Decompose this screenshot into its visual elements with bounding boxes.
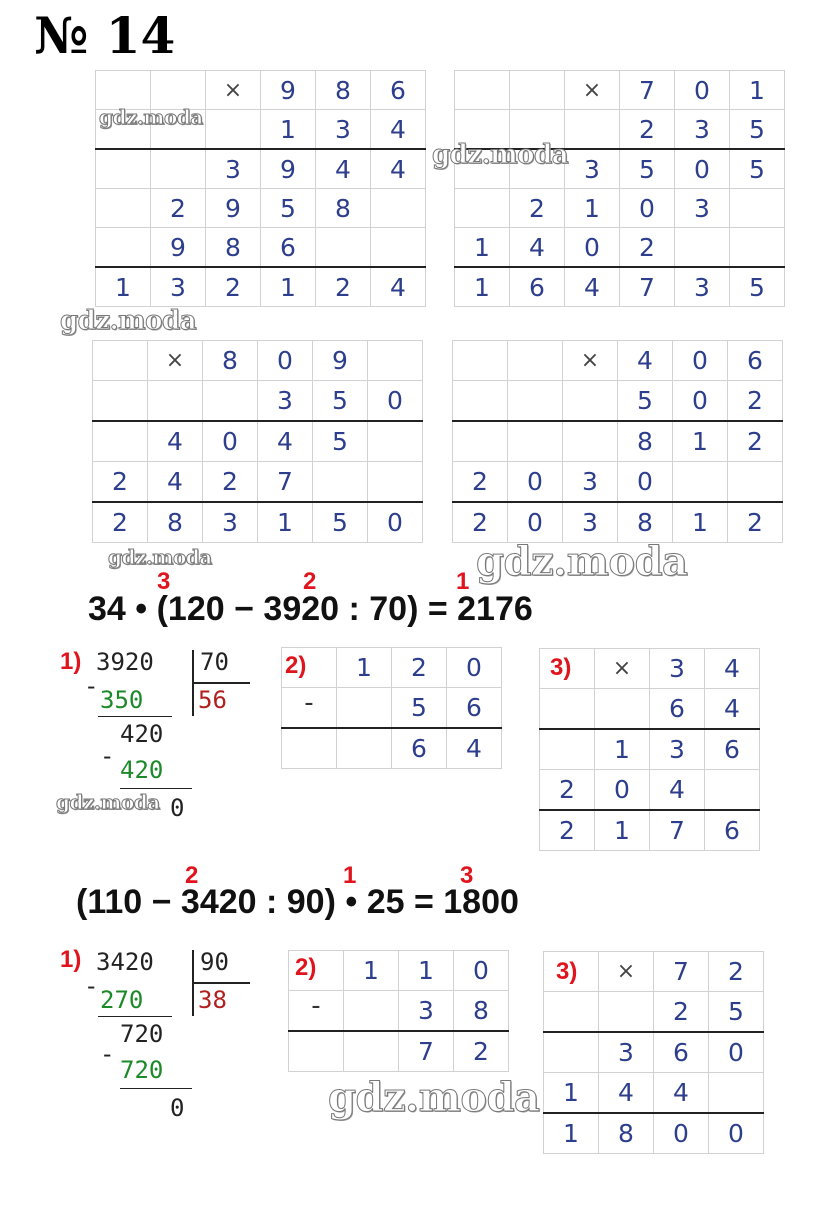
minus-sign: - [100,1040,115,1068]
grid-cell: 4 [618,341,673,381]
grid-cell: 2 [203,462,258,503]
grid-cell: 8 [206,228,261,268]
dividend: 3920 [96,648,154,676]
grid-cell: 4 [148,421,203,462]
grid-cell: 3 [563,462,618,503]
grid-cell: 9 [206,189,261,228]
grid-cell: 2 [206,267,261,307]
grid-cell: 1 [544,1113,599,1154]
grid-cell: × [148,341,203,381]
grid-cell [455,189,510,228]
grid-cell: 8 [316,189,371,228]
grid-cell [544,992,599,1033]
grid-cell [93,421,148,462]
grid-cell: 6 [705,810,760,851]
grid-cell: 2 [392,648,447,688]
step-label: 1) [60,946,82,973]
grid-cell [148,381,203,422]
grid-cell [540,689,595,730]
grid-cell: 5 [313,421,368,462]
grid-cell [453,341,508,381]
grid-cell: 7 [654,952,709,992]
grid-cell: 1 [455,228,510,268]
grid-cell: 7 [620,267,675,307]
grid-cell: 3 [650,729,705,770]
grid-cell: 6 [371,71,426,110]
grid-cell: 0 [565,228,620,268]
minus-sign: - [100,742,115,770]
multiplication-grid-3 [92,340,423,543]
grid-cell: 5 [709,992,764,1033]
grid-cell: 2 [453,462,508,503]
grid-cell [595,689,650,730]
grid-cell: 3 [151,267,206,307]
grid-cell: × [206,71,261,110]
grid-cell [151,71,206,110]
grid-cell: 5 [730,110,785,150]
grid-cell: 0 [508,462,563,503]
grid-cell: 1 [455,267,510,307]
grid-cell [344,991,399,1032]
grid-cell: 0 [368,502,423,543]
grid-cell [565,110,620,150]
watermark: gdz.moda [108,545,212,569]
grid-cell: 6 [728,341,783,381]
grid-cell: 0 [618,462,673,503]
grid-cell: 0 [673,381,728,422]
grid-cell [371,189,426,228]
remainder-final: 0 [170,1094,185,1122]
grid-cell: 1 [673,421,728,462]
step-label: 2) [285,652,307,679]
grid-cell: 1 [261,110,316,150]
grid-cell [337,728,392,769]
grid-cell [540,729,595,770]
grid-cell: 6 [447,688,502,729]
multiplication-grid-2 [454,70,785,307]
grid-cell: 2 [540,770,595,811]
grid-cell: 6 [392,728,447,769]
grid-cell [282,648,337,688]
grid-cell: 3 [203,502,258,543]
grid-cell: 1 [544,1073,599,1114]
grid-cell: 0 [368,381,423,422]
grid-cell: 4 [654,1073,709,1114]
grid-cell [206,110,261,150]
grid-cell [368,462,423,503]
watermark: gdz.moda [328,1074,540,1121]
grid-cell: 4 [705,649,760,689]
subtraction-grid-2 [288,950,509,1072]
grid-cell [96,149,151,189]
grid-cell [96,228,151,268]
grid-cell: 2 [93,462,148,503]
grid-cell: 2 [510,189,565,228]
grid-cell: 4 [316,149,371,189]
grid-cell: 2 [654,992,709,1033]
minus-sign: - [84,972,99,1000]
grid-cell: × [595,649,650,689]
grid-cell: 2 [728,421,783,462]
grid-cell: 1 [565,189,620,228]
grid-cell [313,462,368,503]
grid-cell: 1 [261,267,316,307]
grid-cell: 3 [650,649,705,689]
subtrahend-1: 270 [100,986,144,1014]
grid-cell [344,1031,399,1072]
grid-cell [93,381,148,422]
grid-cell: 0 [654,1113,709,1154]
multiplication-grid-6 [543,951,764,1154]
grid-cell: 2 [728,502,783,543]
grid-cell: 3 [563,502,618,543]
grid-cell: 4 [371,267,426,307]
grid-cell [544,952,599,992]
grid-cell: 1 [595,729,650,770]
grid-cell: 4 [371,110,426,150]
grid-cell [599,992,654,1033]
grid-cell: 1 [730,71,785,110]
grid-cell [563,381,618,422]
grid-cell: 0 [454,951,509,991]
grid-cell: 7 [620,71,675,110]
grid-cell: 5 [392,688,447,729]
grid-cell: 4 [148,462,203,503]
grid-cell [510,71,565,110]
grid-cell [96,189,151,228]
grid-cell [289,951,344,991]
grid-cell [508,421,563,462]
grid-cell: 8 [203,341,258,381]
expression-2: (110 − 3420 : 90) • 25 = 1800 [76,883,519,921]
grid-cell: 8 [618,421,673,462]
expression-1: 34 • (120 − 3920 : 70) = 2176 [88,590,533,628]
step-label: 3) [556,958,578,985]
grid-cell: 3 [258,381,313,422]
grid-cell: 3 [675,110,730,150]
grid-cell [730,189,785,228]
divisor: 90 [200,948,229,976]
grid-cell [282,728,337,769]
grid-cell: - [282,688,337,729]
grid-cell: 8 [316,71,371,110]
grid-cell: 4 [510,228,565,268]
grid-cell [675,228,730,268]
grid-cell [728,462,783,503]
grid-cell: 5 [618,381,673,422]
grid-cell [730,228,785,268]
grid-cell [455,71,510,110]
order-mark: 2 [185,862,199,889]
grid-cell: 0 [709,1032,764,1073]
grid-cell: 0 [675,149,730,189]
multiplication-grid-4 [452,340,783,543]
grid-cell [371,228,426,268]
grid-cell [151,149,206,189]
grid-cell: 3 [206,149,261,189]
grid-cell: 5 [313,381,368,422]
grid-cell [289,1031,344,1072]
quotient: 38 [198,986,227,1014]
grid-cell: 8 [599,1113,654,1154]
grid-cell: 1 [673,502,728,543]
grid-cell [453,421,508,462]
grid-cell: 5 [730,267,785,307]
grid-cell: 6 [705,729,760,770]
grid-cell [508,381,563,422]
grid-cell: 7 [258,462,313,503]
grid-cell: 4 [650,770,705,811]
grid-cell: 5 [313,502,368,543]
grid-cell: 3 [599,1032,654,1073]
grid-cell: 4 [258,421,313,462]
order-mark: 3 [460,862,474,889]
minus-sign: - [84,672,99,700]
remainder-final: 0 [170,794,185,822]
grid-cell: 6 [510,267,565,307]
grid-cell: 4 [599,1073,654,1114]
grid-cell: 5 [620,149,675,189]
grid-cell: 0 [673,341,728,381]
grid-cell [203,381,258,422]
subtrahend-2: 720 [120,1056,164,1084]
grid-cell: 9 [261,149,316,189]
grid-cell: × [563,341,618,381]
grid-cell: 9 [313,341,368,381]
grid-cell: 2 [453,502,508,543]
grid-cell: 2 [709,952,764,992]
grid-cell: 0 [203,421,258,462]
grid-cell: 1 [344,951,399,991]
subtrahend-1: 350 [100,686,144,714]
grid-cell: 2 [93,502,148,543]
grid-cell: 4 [565,267,620,307]
grid-cell [673,462,728,503]
grid-cell: 9 [151,228,206,268]
multiplication-grid-5 [539,648,760,851]
grid-cell [93,341,148,381]
grid-cell: 0 [620,189,675,228]
page-title: № 14 [34,6,176,65]
grid-cell: 8 [618,502,673,543]
grid-cell: 3 [316,110,371,150]
divisor: 70 [200,648,229,676]
grid-cell: 8 [454,991,509,1032]
grid-cell: - [289,991,344,1032]
watermark: gdz.moda [60,306,197,336]
watermark: gdz.moda [99,105,203,129]
grid-cell [544,1032,599,1073]
grid-cell: 2 [454,1031,509,1072]
grid-cell: 3 [399,991,454,1032]
grid-cell [508,341,563,381]
grid-cell: 1 [258,502,313,543]
step-label: 3) [550,654,572,681]
grid-cell [316,228,371,268]
grid-cell: 2 [620,228,675,268]
remainder-1: 720 [120,1020,164,1048]
order-mark: 2 [303,568,317,595]
grid-cell: 1 [595,810,650,851]
grid-cell: 4 [447,728,502,769]
subtraction-grid-1 [281,647,502,769]
grid-cell: 0 [709,1113,764,1154]
grid-cell: × [565,71,620,110]
grid-cell [368,341,423,381]
grid-cell: 0 [447,648,502,688]
order-mark: 3 [157,568,171,595]
quotient: 56 [198,686,227,714]
grid-cell: 1 [337,648,392,688]
grid-cell: 2 [620,110,675,150]
grid-cell [709,1073,764,1114]
grid-cell: 4 [371,149,426,189]
grid-cell: 2 [728,381,783,422]
order-mark: 1 [456,568,470,595]
grid-cell: 5 [261,189,316,228]
grid-cell: 7 [399,1031,454,1072]
grid-cell [540,649,595,689]
grid-cell: 2 [316,267,371,307]
grid-cell [705,770,760,811]
grid-cell: 0 [508,502,563,543]
grid-cell: 3 [675,189,730,228]
grid-cell: 6 [654,1032,709,1073]
watermark: gdz.moda [432,140,569,170]
grid-cell [453,381,508,422]
grid-cell [337,688,392,729]
watermark: gdz.moda [56,790,160,814]
grid-cell: 6 [261,228,316,268]
watermark: gdz.moda [476,538,688,585]
grid-cell: 3 [675,267,730,307]
step-label: 1) [60,648,82,675]
grid-cell [96,71,151,110]
grid-cell: 1 [399,951,454,991]
grid-cell: 2 [540,810,595,851]
grid-cell: 7 [650,810,705,851]
grid-cell [368,421,423,462]
grid-cell: 0 [595,770,650,811]
dividend: 3420 [96,948,154,976]
grid-cell: × [599,952,654,992]
grid-cell: 0 [258,341,313,381]
grid-cell: 9 [261,71,316,110]
subtrahend-2: 420 [120,756,164,784]
grid-cell: 3 [565,149,620,189]
grid-cell: 0 [675,71,730,110]
grid-cell [563,421,618,462]
grid-cell: 1 [96,267,151,307]
order-mark: 1 [343,862,357,889]
grid-cell: 8 [148,502,203,543]
grid-cell: 5 [730,149,785,189]
grid-cell: 2 [151,189,206,228]
step-label: 2) [295,954,317,981]
grid-cell: 4 [705,689,760,730]
remainder-1: 420 [120,720,164,748]
grid-cell: 6 [650,689,705,730]
